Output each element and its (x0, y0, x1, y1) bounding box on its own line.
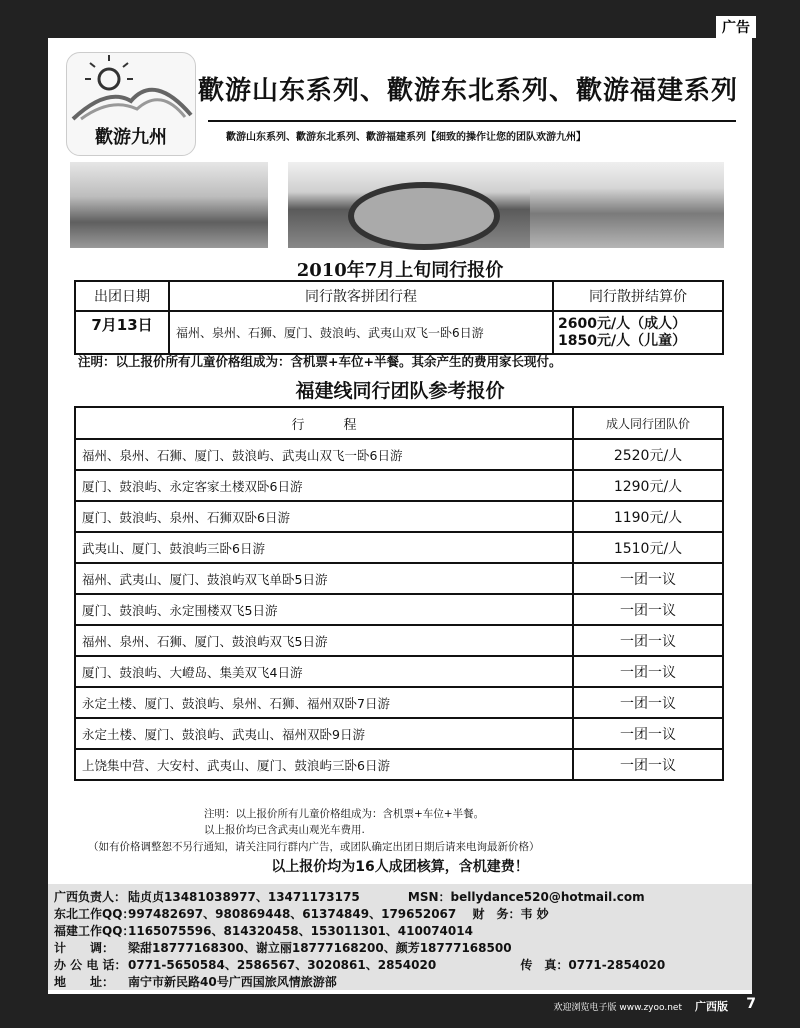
contact-row (54, 888, 645, 905)
header-date: 出团日期 (75, 281, 169, 311)
price-cell: 1510元/人 (573, 532, 723, 563)
finance-value: 韦 妙 (520, 907, 549, 921)
contact-label: 计 调： (54, 941, 115, 955)
contact-value: 997482697、980869448、61374849、179652067 (128, 907, 457, 921)
tour-date: 7月13日 (75, 311, 169, 354)
route-cell: 福州、泉州、石狮、厦门、鼓浪屿、武夷山双飞一卧6日游 (75, 439, 573, 470)
contact-value: 1165075596、814320458、153011301、410074014 (128, 924, 473, 938)
fax-label: 传 真： (520, 958, 569, 972)
table-row (75, 501, 723, 532)
price-cell: 一团一议 (573, 718, 723, 749)
brochure-page (48, 38, 752, 994)
section1-table (74, 280, 724, 355)
price-adult: 2600元/人（成人） (558, 315, 687, 332)
route-cell: 永定土楼、厦门、鼓浪屿、泉州、石狮、福州双卧7日游 (75, 687, 573, 718)
tour-itinerary: 福州、泉州、石狮、厦门、鼓浪屿、武夷山双飞一卧6日游 (169, 311, 553, 354)
contact-value: 南宁市新民路40号广西国旅风情旅游部 (128, 975, 337, 989)
table-row (75, 656, 723, 687)
contact-row (54, 922, 473, 939)
table-row (75, 718, 723, 749)
msn-value: bellydance520@hotmail.com (450, 890, 645, 904)
section1-title: 2010年7月上旬同行报价 (296, 260, 504, 281)
route-cell: 上饶集中营、大安村、武夷山、厦门、鼓浪屿三卧6日游 (75, 749, 573, 780)
header-itinerary: 同行散客拼团行程 (169, 281, 553, 311)
page-footer (0, 994, 800, 1014)
route-cell: 永定土楼、厦门、鼓浪屿、武夷山、福州双卧9日游 (75, 718, 573, 749)
table-row (75, 532, 723, 563)
table-row (75, 439, 723, 470)
route-cell: 福州、武夷山、厦门、鼓浪屿双飞单卧5日游 (75, 563, 573, 594)
price-cell: 一团一议 (573, 687, 723, 718)
table-row (75, 470, 723, 501)
header-group-price: 成人同行团队价 (573, 407, 723, 439)
ad-tag: 广告 (716, 16, 756, 38)
series-banner: 歡游山东系列、歡游东北系列、歡游福建系列 (198, 76, 739, 106)
contact-value: 梁甜18777168300、谢立丽18777168200、颜芳18777168500 (128, 941, 512, 955)
photo-river-mountain (70, 162, 268, 248)
msn-label: MSN： (407, 890, 451, 904)
contact-row (54, 939, 512, 956)
section2-table (74, 406, 724, 781)
price-cell: 1290元/人 (573, 470, 723, 501)
contact-row (54, 905, 549, 922)
contact-value: 0771-5650584、2586567、3020861、2854020 (128, 958, 437, 972)
contact-label: 东北工作QQ： (54, 907, 135, 921)
contact-row (54, 956, 665, 973)
price-cell: 一团一议 (573, 563, 723, 594)
note-shuttle: 以上报价均已含武夷山观光车费用. (204, 824, 365, 836)
contact-row (54, 973, 337, 990)
note-price-change: （如有价格调整恕不另行通知，请关注同行群内广告，或团队确定出团日期后请来电询最新价格） (88, 841, 540, 853)
contact-value: 陆贞贞13481038977、13471173175 (128, 890, 360, 904)
table-row (75, 594, 723, 625)
banner-divider (208, 120, 736, 122)
contact-label: 福建工作QQ： (54, 924, 135, 938)
route-cell: 厦门、鼓浪屿、大嶝岛、集美双飞4日游 (75, 656, 573, 687)
photo-tulou (288, 162, 548, 248)
final-note: 以上报价均为16人成团核算，含机建费！ (271, 859, 529, 875)
table-row (75, 625, 723, 656)
table-row (75, 563, 723, 594)
price-cell: 一团一议 (573, 625, 723, 656)
price-cell: 1190元/人 (573, 501, 723, 532)
route-cell: 武夷山、厦门、鼓浪屿三卧6日游 (75, 532, 573, 563)
price-cell: 2520元/人 (573, 439, 723, 470)
header-route: 行 程 (75, 407, 573, 439)
tulou-ring-shape (348, 182, 500, 250)
contact-label: 办 公 电 话： (54, 958, 127, 972)
page-number: 7 (746, 996, 756, 1012)
route-cell: 厦门、鼓浪屿、永定客家土楼双卧6日游 (75, 470, 573, 501)
route-cell: 厦门、鼓浪屿、永定围楼双飞5日游 (75, 594, 573, 625)
fax-value: 0771-2854020 (568, 958, 666, 972)
contact-label: 地 址： (54, 975, 115, 989)
price-cell: 一团一议 (573, 656, 723, 687)
contact-block (48, 884, 752, 990)
footer-site: 欢迎浏览电子版 www.zyoo.net (553, 1003, 682, 1013)
series-subline: 歡游山东系列、歡游东北系列、歡游福建系列【细致的操作让您的团队欢游九州】 (226, 132, 586, 143)
company-logo (66, 52, 196, 156)
footer-edition: 广西版 (695, 1000, 728, 1013)
photo-campus (530, 162, 724, 248)
sun-mountain-icon (67, 53, 195, 123)
logo-text: 歡游九州 (95, 127, 167, 148)
route-cell: 厦门、鼓浪屿、泉州、石狮双卧6日游 (75, 501, 573, 532)
finance-label: 财 务： (472, 907, 521, 921)
contact-label: 广西负责人： (54, 890, 127, 904)
section2-title: 福建线同行团队参考报价 (295, 380, 505, 402)
price-child: 1850元/人（儿童） (558, 332, 687, 349)
route-cell: 福州、泉州、石狮、厦门、鼓浪屿双飞5日游 (75, 625, 573, 656)
table-row (75, 687, 723, 718)
note-child-price: 注明：以上报价所有儿童价格组成为：含机票+车位+半餐。 (204, 808, 485, 820)
section1-note: 注明：以上报价所有儿童价格组成为：含机票+车位+半餐。其余产生的费用家长现付。 (78, 354, 562, 369)
header-price: 同行散拼结算价 (553, 281, 723, 311)
price-cell: 一团一议 (573, 749, 723, 780)
price-cell: 一团一议 (573, 594, 723, 625)
table-row (75, 749, 723, 780)
